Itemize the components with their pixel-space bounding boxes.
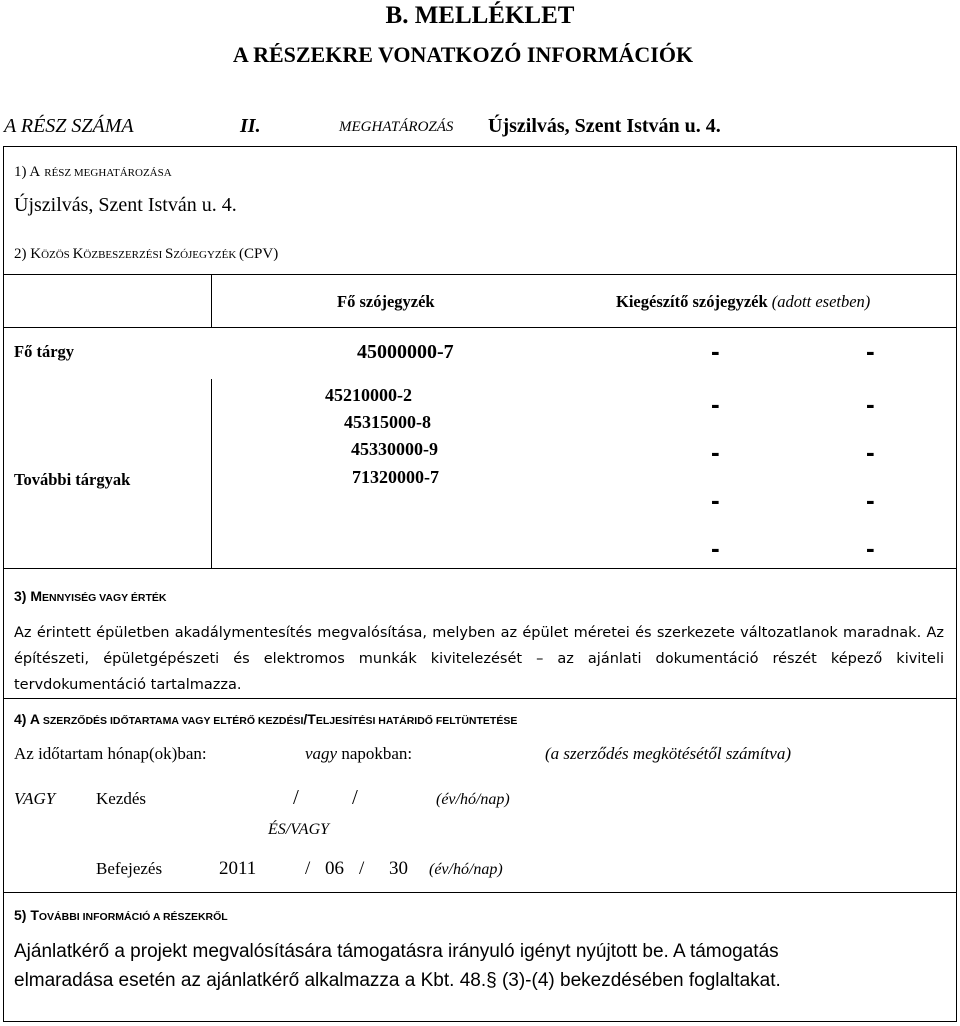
end-label: Befejezés [96, 859, 163, 878]
or-caps-label: VAGY [14, 789, 56, 808]
cpv-supp-header: Kiegészítő szójegyzék (adott esetben) [616, 292, 871, 311]
definition-label: MEGHATÁROZÁS [339, 119, 454, 135]
cpv-main-header: Fő szójegyzék [337, 292, 435, 311]
main-object-label: Fő tárgy [14, 342, 75, 361]
and-or-label: ÉS/VAGY [268, 821, 330, 838]
section4-title: 4) A SZERZŐDÉS IDŐTARTAMA VAGY ELTÉRŐ KEZDÉSI/TELJESÍTÉSI HATÁRIDŐ FELTÜNTETÉSE [14, 711, 518, 727]
other-supp-1b: - [866, 389, 875, 419]
other-code-4: 71320000-7 [352, 467, 439, 487]
end-slash-1: / [305, 858, 311, 879]
other-code-1: 45210000-2 [325, 385, 412, 405]
part-number-label: A RÉSZ SZÁMA [4, 115, 134, 137]
other-supp-3a: - [711, 485, 720, 515]
other-supp-2b: - [866, 437, 875, 467]
other-code-3: 45330000-9 [351, 439, 438, 459]
duration-days-label: vagy napokban: [305, 744, 413, 763]
box-right-border [956, 146, 957, 1022]
end-day: 30 [389, 858, 408, 879]
section1-title: 1) A RÉSZ MEGHATÁROZÁSA [14, 164, 172, 180]
start-date-format: (év/hó/nap) [436, 791, 510, 808]
box-left-border [3, 146, 4, 1022]
other-supp-3b: - [866, 485, 875, 515]
other-supp-2a: - [711, 437, 720, 467]
section3-title: 3) MENNYISÉG VAGY ÉRTÉK [14, 588, 167, 604]
start-slash-2: / [352, 785, 358, 809]
box-top-border [3, 146, 957, 147]
part-number: II. [240, 115, 261, 137]
other-supp-4a: - [711, 533, 720, 563]
cpv-table-bottom-border [3, 568, 957, 569]
box-bottom-border [3, 1021, 957, 1022]
main-object-supp-2: - [866, 336, 875, 366]
main-object-code: 45000000-7 [357, 341, 454, 363]
other-supp-4b: - [866, 533, 875, 563]
section1-value: Újszilvás, Szent István u. 4. [14, 194, 237, 216]
section5-title: 5) TOVÁBBI INFORMÁCIÓ A RÉSZEKRŐL [14, 907, 228, 923]
other-objects-label: További tárgyak [14, 470, 131, 489]
section5-text: Ajánlatkérő a projekt megvalósítására támogatásra irányuló igényt nyújtott be. A támogatás elmaradása esetén az ajánlatkérő alkalmazza a Kbt. 48.§ (3)-(4) bekezdésében foglaltakat. [14, 941, 781, 991]
cpv-body-divider [211, 379, 212, 569]
annex-title: B. MELLÉKLET [385, 2, 575, 29]
section5-top-border [3, 892, 957, 893]
cpv-header-divider [211, 274, 212, 328]
part-definition: Újszilvás, Szent István u. 4. [488, 115, 721, 137]
duration-months-label: Az időtartam hónap(ok)ban: [14, 744, 207, 763]
other-code-2: 45315000-8 [344, 412, 431, 432]
end-year: 2011 [219, 858, 257, 879]
end-slash-2: / [359, 858, 365, 879]
start-label: Kezdés [96, 789, 147, 808]
section4-top-border [3, 698, 957, 699]
duration-from-contract: (a szerződés megkötésétől számítva) [545, 744, 791, 763]
end-date-format: (év/hó/nap) [429, 861, 503, 878]
section2-title: 2) KÖZÖS KÖZBESZERZÉSI SZÓJEGYZÉK (CPV) [14, 246, 279, 262]
main-object-supp-1: - [711, 336, 720, 366]
cpv-table-top-border [3, 274, 957, 275]
end-month: 06 [325, 858, 344, 879]
cpv-header-bottom-border [3, 327, 957, 328]
other-supp-1a: - [711, 389, 720, 419]
annex-subtitle: A RÉSZEKRE VONATKOZÓ INFORMÁCIÓK [232, 42, 694, 67]
section3-text: Az érintett épületben akadálymentesítés megvalósítása, melyben az épület méretei és szerkezete változatlanok maradnak. Az építészeti, épületgépészeti és elektromos munkák kivitelezését – az ajánlati dokumentáció részét képező kiviteli tervdokumentáció tartalmazza. [14, 625, 944, 693]
start-slash-1: / [293, 785, 299, 809]
